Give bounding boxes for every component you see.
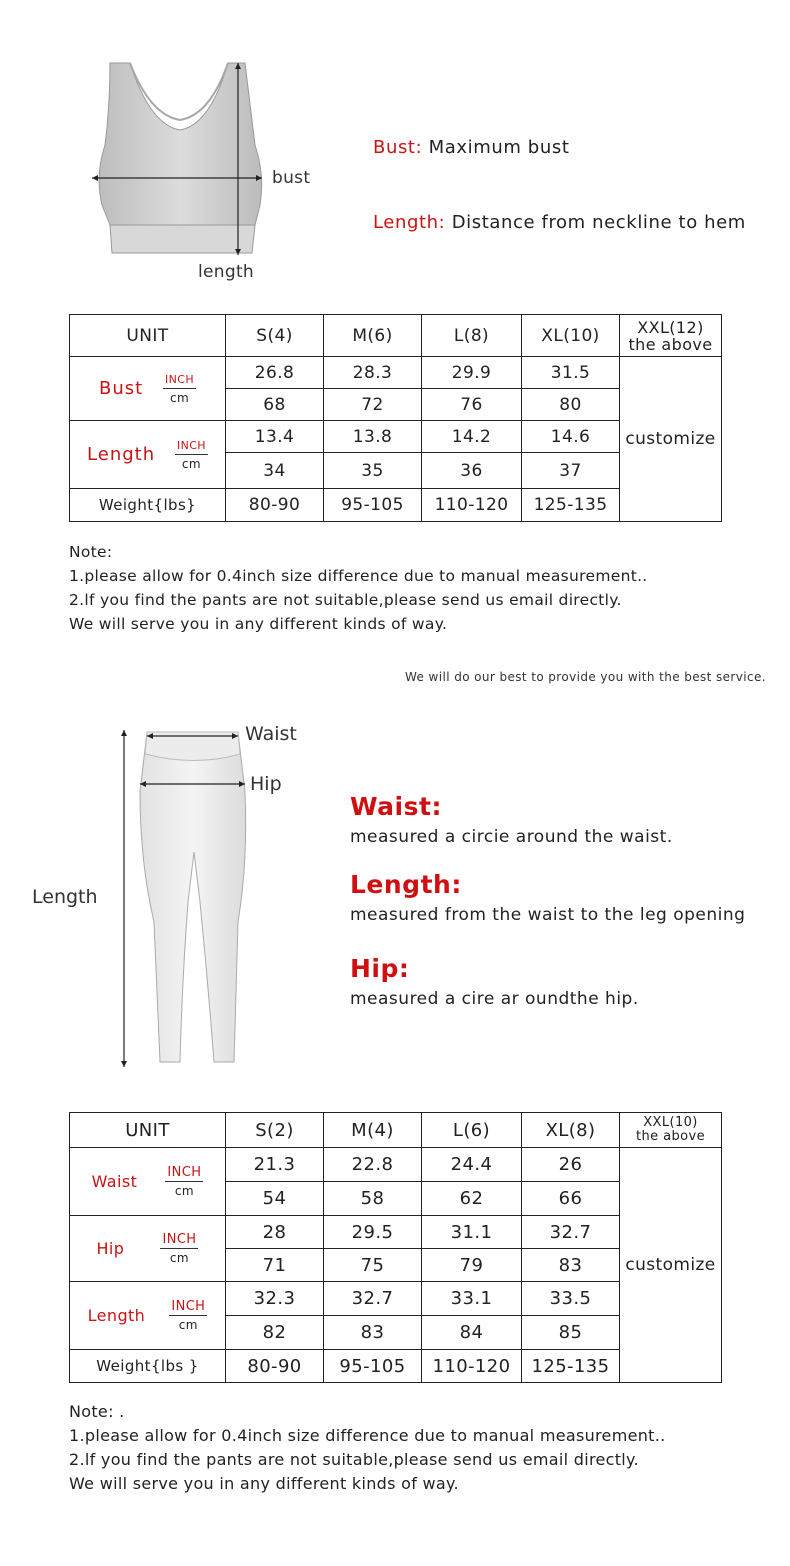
pants-size-table — [69, 1112, 722, 1383]
table-cell: 28 — [226, 1216, 324, 1249]
table-cell: 72 — [324, 389, 422, 421]
inch-unit: INCH — [171, 1298, 206, 1314]
table-cell: 62 — [422, 1182, 522, 1216]
table-cell: 35 — [324, 453, 422, 489]
size-header: M(6) — [324, 315, 422, 357]
table-cell: 13.8 — [324, 421, 422, 453]
note-title: Note: — [69, 543, 113, 561]
extra-size-line2: the above — [628, 334, 713, 354]
table-cell: 31.5 — [522, 357, 620, 389]
waist-row-name: Waist — [91, 1172, 138, 1191]
table-cell: 22.8 — [324, 1148, 422, 1182]
weight-label: Weight{lbs} — [70, 489, 226, 522]
size-header: L(6) — [422, 1113, 522, 1148]
length-definition-text: Distance from neckline to hem — [451, 212, 746, 233]
note-line: 1.please allow for 0.4inch size difference due to manual measurement.. — [69, 1426, 666, 1445]
customize-cell: customize — [620, 1148, 722, 1383]
table-cell: 76 — [422, 389, 522, 421]
table-cell: 95-105 — [324, 1350, 422, 1383]
table-cell: 26.8 — [226, 357, 324, 389]
hip-definition — [350, 954, 639, 1009]
table-cell: 80-90 — [226, 1350, 324, 1383]
inch-unit: INCH — [167, 1164, 202, 1180]
table-cell: 68 — [226, 389, 324, 421]
table-cell: 31.1 — [422, 1216, 522, 1249]
length-row-name: Length — [87, 1306, 146, 1325]
table-cell: 110-120 — [422, 1350, 522, 1383]
table-cell: 28.3 — [324, 357, 422, 389]
cm-unit: cm — [169, 390, 190, 405]
table-cell: 75 — [324, 1249, 422, 1282]
unit-header: UNIT — [70, 1113, 226, 1148]
table-cell: 29.5 — [324, 1216, 422, 1249]
note-title: Note: . — [69, 1402, 125, 1421]
sports-bra-illustration — [80, 55, 280, 285]
waist-row-label — [70, 1148, 226, 1216]
bust-figure-label: bust — [272, 168, 311, 188]
unit-header: UNIT — [70, 315, 226, 357]
bust-inch-row — [70, 357, 722, 389]
extra-size-line1: XXL(10) — [643, 1115, 698, 1130]
bra-notes — [69, 540, 648, 636]
table-cell: 54 — [226, 1182, 324, 1216]
unit-fraction — [163, 374, 196, 404]
pants-header-row — [70, 1113, 722, 1148]
table-cell: 14.6 — [522, 421, 620, 453]
hip-row-label — [70, 1216, 226, 1282]
length-row-label — [70, 1282, 226, 1350]
length-row-label — [70, 421, 226, 489]
hip-row-name: Hip — [96, 1239, 125, 1258]
table-cell: 32.3 — [226, 1282, 324, 1316]
length-row-name: Length — [87, 444, 156, 465]
unit-fraction — [175, 440, 208, 470]
note-line: 2.lf you find the pants are not suitable,please send us email directly. — [69, 591, 622, 609]
table-cell: 83 — [522, 1249, 620, 1282]
table-cell: 71 — [226, 1249, 324, 1282]
table-cell: 83 — [324, 1316, 422, 1350]
note-line: We will serve you in any different kinds of way. — [69, 1474, 459, 1493]
length-figure-label: length — [198, 262, 254, 282]
table-cell: 82 — [226, 1316, 324, 1350]
table-cell: 21.3 — [226, 1148, 324, 1182]
cm-unit: cm — [178, 1317, 198, 1332]
inch-unit: INCH — [175, 440, 208, 455]
cm-unit: cm — [174, 1183, 194, 1198]
table-cell: 26 — [522, 1148, 620, 1182]
unit-fraction — [169, 1298, 207, 1332]
table-cell: 32.7 — [324, 1282, 422, 1316]
service-line: We will do our best to provide you with the best service. — [405, 670, 766, 684]
size-header: S(2) — [226, 1113, 324, 1148]
table-cell: 58 — [324, 1182, 422, 1216]
table-cell: 32.7 — [522, 1216, 620, 1249]
note-line: 2.lf you find the pants are not suitable,please send us email directly. — [69, 1450, 639, 1469]
size-header: XL(10) — [522, 315, 620, 357]
size-header: M(4) — [324, 1113, 422, 1148]
bra-size-table — [69, 314, 722, 522]
cm-unit: cm — [181, 456, 201, 471]
length-figure-label: Length — [32, 886, 98, 908]
length-definition-term: Length: — [350, 870, 462, 899]
unit-fraction — [165, 1164, 203, 1198]
table-cell: 29.9 — [422, 357, 522, 389]
table-cell: 80-90 — [226, 489, 324, 522]
extra-size-line2: the above — [636, 1129, 705, 1144]
waist-definition-term: Waist: — [350, 792, 442, 821]
table-cell: 95-105 — [324, 489, 422, 522]
table-cell: 84 — [422, 1316, 522, 1350]
size-header: XL(8) — [522, 1113, 620, 1148]
note-line: 1.please allow for 0.4inch size difference due to manual measurement.. — [69, 567, 648, 585]
extra-size-line1: XXL(12) — [637, 317, 704, 337]
table-cell: 125-135 — [522, 1350, 620, 1383]
inch-unit: INCH — [162, 1231, 197, 1247]
size-header: L(8) — [422, 315, 522, 357]
bust-definition-term: Bust: — [373, 137, 423, 158]
hip-definition-text: measured a cire ar oundthe hip. — [350, 989, 639, 1009]
table-cell: 13.4 — [226, 421, 324, 453]
waist-inch-row — [70, 1148, 722, 1182]
note-line: We will serve you in any different kinds of way. — [69, 615, 448, 633]
waist-definition-text: measured a circie around the waist. — [350, 827, 673, 847]
size-header: S(4) — [226, 315, 324, 357]
unit-fraction — [160, 1231, 198, 1265]
table-cell: 36 — [422, 453, 522, 489]
length-definition-text: measured from the waist to the leg opening — [350, 905, 746, 925]
table-cell: 85 — [522, 1316, 620, 1350]
extra-size-header — [620, 1113, 722, 1148]
table-cell: 66 — [522, 1182, 620, 1216]
table-cell: 34 — [226, 453, 324, 489]
table-cell: 125-135 — [522, 489, 620, 522]
inch-unit: INCH — [163, 374, 196, 389]
pants-notes — [69, 1400, 666, 1496]
extra-size-header — [620, 315, 722, 357]
bust-row-name: Bust — [98, 378, 144, 399]
bust-definition — [373, 137, 569, 158]
length-definition — [373, 212, 746, 233]
customize-cell: customize — [620, 357, 722, 522]
table-cell: 79 — [422, 1249, 522, 1282]
table-cell: 33.1 — [422, 1282, 522, 1316]
waist-definition — [350, 792, 673, 847]
hip-figure-label: Hip — [250, 773, 282, 795]
table-cell: 14.2 — [422, 421, 522, 453]
hip-definition-term: Hip: — [350, 954, 410, 983]
table-cell: 110-120 — [422, 489, 522, 522]
bust-definition-text: Maximum bust — [428, 137, 570, 158]
table-cell: 80 — [522, 389, 620, 421]
table-cell: 37 — [522, 453, 620, 489]
waist-figure-label: Waist — [245, 723, 297, 745]
bra-header-row — [70, 315, 722, 357]
bust-row-label — [70, 357, 226, 421]
weight-label: Weight{lbs } — [70, 1350, 226, 1383]
cm-unit: cm — [169, 1250, 190, 1265]
length-definition-term: Length: — [373, 212, 446, 233]
table-cell: 24.4 — [422, 1148, 522, 1182]
length-definition — [350, 870, 745, 925]
table-cell: 33.5 — [522, 1282, 620, 1316]
